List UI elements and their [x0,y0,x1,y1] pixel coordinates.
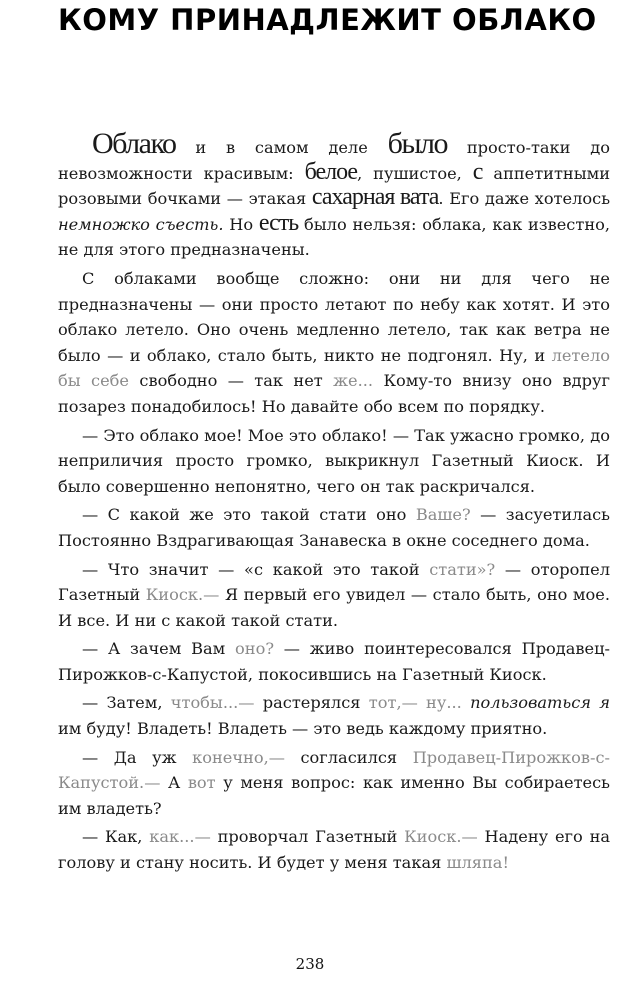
paragraph-7 [58,690,610,741]
paragraph-9 [58,824,610,875]
text-run: — С какой же это такой стати оно [82,505,416,525]
text-run: Надену его на голову и стану носить. И будет у меня такая [58,827,611,873]
italic-text: пользоваться я [470,693,610,713]
text-run: проворчал Газетный [210,827,405,847]
grey-text: летело бы себе [58,345,610,391]
text-run [462,693,470,712]
italic-text: немножко съесть. [58,214,224,234]
grey-text: оно? [235,639,275,659]
grey-text: конечно,— [192,747,285,767]
paragraph-6 [58,636,610,687]
grey-text: Киоск.— [404,827,478,847]
paragraph-4 [58,502,610,553]
text-run: Кому-то внизу оно вдруг позарез понадобилось! Но давайте обо всем по порядку. [58,371,610,416]
text-run: Я первый его увидел — стало быть, оно мое. И все. И ни с какой такой стати. [58,585,610,630]
grey-text: Киоск.— [145,585,220,605]
text-run: С облаками вообще сложно: они ни для чего не предназначены — они просто летают по небу как хотят. И это облако летело. Оно очень медленно летело, так как ветра не было — и облако, стало быть, никто не подгонял. Ну, и [58,268,610,365]
text-run: , пушистое, [357,163,473,183]
grey-text: же... [333,371,374,391]
chapter-text [58,127,611,876]
grey-text: Ваше? [415,505,471,525]
stylized-word: есть [258,209,299,236]
text-run: согласился [284,747,413,767]
text-run: у меня вопрос: как именно Вы собираетесь им владеть? [58,773,610,818]
grey-text: как...— [149,827,211,847]
paragraph-2 [58,266,610,420]
grey-text: чтобы...— [170,693,255,713]
text-run: Но [223,214,259,234]
text-run: свободно — так нет [129,371,334,391]
paragraph-1 [58,127,611,263]
stylized-word: белое [304,158,358,185]
text-run: — живо поинтересовался Продавец-Пирожков-с-Капустой, покосившись на Газетный Киоск. [58,639,610,684]
grey-text: стати»? [429,559,496,579]
text-run: — Затем, [82,693,171,713]
text-run: — А зачем Вам [82,639,236,659]
paragraph-3 [58,423,610,500]
grey-text: шляпа! [446,853,509,873]
page-number: 238 [295,955,325,973]
grey-text: Продавец-Пирожков-с-Капустой.— [58,747,610,793]
grey-text: тот,— ну... [368,693,462,713]
text-run: было нельзя: облака, как известно, не для этого предназначены. [58,214,610,260]
text-run: — Да уж [82,747,193,767]
stylized-word: было [387,127,447,160]
text-run: — засуетилась Постоянно Вздрагивающая Занавеска в окне соседнего дома. [58,505,610,550]
text-run: — Как, [82,827,150,847]
text-run: А [160,773,188,793]
text-run: просто-таки до невозможности красивым: [58,138,611,183]
text-run: — Что значит — «с какой это такой [82,559,430,579]
stylized-word: с [472,158,483,185]
text-run: и в самом деле [175,138,388,157]
text-run: — Это облако мое! Мое это облако! — Так ужасно громко, до неприличия просто громко, выкрикнул Газетный Киоск. И было совершенно непонятно, чего он так раскричался. [58,425,610,496]
text-run: . Его даже хотелось [438,189,611,209]
grey-text: вот [187,773,216,793]
stylized-word: сахарная вата [311,184,439,211]
chapter-title: КОМУ ПРИНАДЛЕЖИТ ОБЛАКО [58,3,597,37]
paragraph-5 [58,557,610,634]
text-run: растерялся [254,693,369,713]
paragraph-8 [58,745,610,822]
stylized-word: Облако [92,127,176,160]
text-run: — оторопел Газетный [58,559,611,605]
text-run: аппетитными розовыми бочками — этакая [58,163,610,209]
text-run: им буду! Владеть! Владеть — это ведь каждому приятно. [58,719,548,739]
